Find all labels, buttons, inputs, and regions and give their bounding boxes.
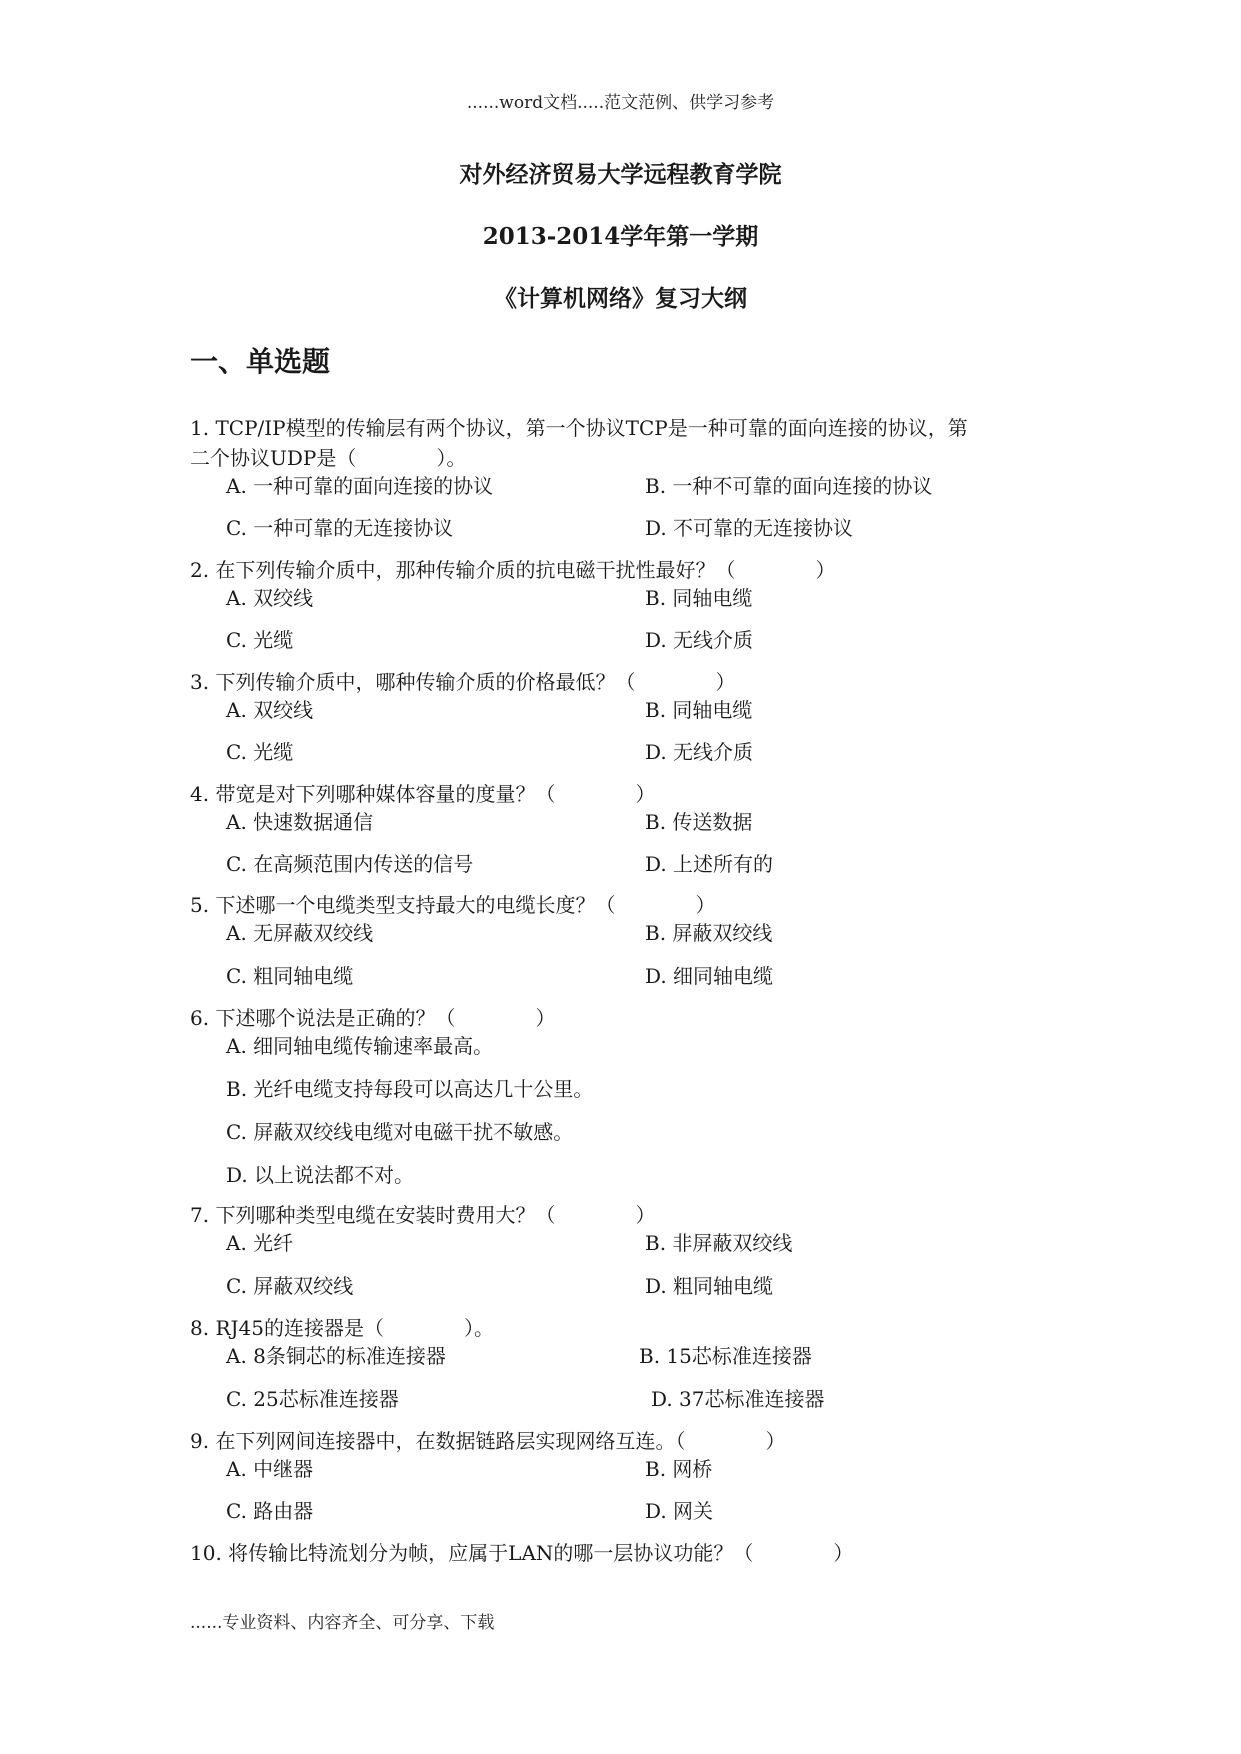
answer-option: A. 8条铜芯的标准连接器 [226, 1344, 446, 1368]
answer-option: B. 非屏蔽双绞线 [645, 1231, 793, 1255]
term-title: 2013-2014学年第一学期 [482, 223, 759, 250]
answer-option: A. 一种可靠的面向连接的协议 [226, 474, 494, 498]
answer-option: C. 路由器 [226, 1499, 314, 1523]
answer-option: B. 网桥 [645, 1457, 713, 1481]
page-footer: ......专业资料、内容齐全、可分享、下载 [190, 1613, 495, 1633]
answer-option: D. 无线介质 [645, 628, 754, 652]
answer-option: B. 同轴电缆 [645, 586, 753, 610]
question-stem: 9. 在下列网间连接器中，在数据链路层实现网络互连。（ ） [190, 1429, 786, 1453]
answer-option: C. 一种可靠的无连接协议 [226, 516, 454, 540]
school-title: 对外经济贸易大学远程教育学院 [459, 161, 782, 188]
answer-option: C. 光缆 [226, 628, 294, 652]
answer-option: A. 细同轴电缆传输速率最高。 [226, 1034, 494, 1058]
answer-option: C. 在高频范围内传送的信号 [226, 852, 474, 876]
page-header: ......word文档.....范文范例、供学习参考 [466, 93, 775, 113]
question-stem: 8. RJ45的连接器是（ ）。 [190, 1316, 494, 1340]
answer-option: B. 屏蔽双绞线 [645, 921, 773, 945]
answer-option: B. 15芯标准连接器 [639, 1344, 812, 1368]
question-stem: 10. 将传输比特流划分为帧，应属于LAN的哪一层协议功能？（ ） [190, 1541, 854, 1565]
answer-option: A. 双绞线 [226, 698, 314, 722]
answer-option: B. 一种不可靠的面向连接的协议 [645, 474, 933, 498]
answer-option: D. 无线介质 [645, 740, 754, 764]
question-stem: 5. 下述哪一个电缆类型支持最大的电缆长度？（ ） [190, 893, 716, 917]
answer-option: A. 光纤 [226, 1231, 294, 1255]
question-stem: 二个协议UDP是（ ）。 [190, 446, 467, 470]
question-stem: 2. 在下列传输介质中，那种传输介质的抗电磁干扰性最好？（ ） [190, 558, 836, 582]
answer-option: D. 不可靠的无连接协议 [645, 516, 854, 540]
answer-option: B. 同轴电缆 [645, 698, 753, 722]
answer-option: D. 粗同轴电缆 [645, 1274, 774, 1298]
course-title: 《计算机网络》复习大纲 [494, 285, 747, 312]
question-stem: 6. 下述哪个说法是正确的？（ ） [190, 1006, 556, 1030]
answer-option: D. 上述所有的 [645, 852, 774, 876]
answer-option: A. 快速数据通信 [226, 810, 374, 834]
question-stem: 7. 下列哪种类型电缆在安装时费用大？（ ） [190, 1203, 656, 1227]
answer-option: A. 无屏蔽双绞线 [226, 921, 374, 945]
answer-option: D. 细同轴电缆 [645, 964, 774, 988]
answer-option: C. 屏蔽双绞线电缆对电磁干扰不敏感。 [226, 1120, 574, 1144]
answer-option: D. 网关 [645, 1499, 714, 1523]
answer-option: B. 传送数据 [645, 810, 753, 834]
answer-option: C. 光缆 [226, 740, 294, 764]
answer-option: A. 双绞线 [226, 586, 314, 610]
answer-option: B. 光纤电缆支持每段可以高达几十公里。 [226, 1077, 594, 1101]
answer-option: D. 37芯标准连接器 [651, 1387, 825, 1411]
question-stem: 1. TCP/IP模型的传输层有两个协议，第一个协议TCP是一种可靠的面向连接的协议，第 [190, 416, 968, 440]
question-stem: 3. 下列传输介质中，哪种传输介质的价格最低？（ ） [190, 670, 736, 694]
answer-option: C. 25芯标准连接器 [226, 1387, 399, 1411]
answer-option: C. 屏蔽双绞线 [226, 1274, 354, 1298]
question-stem: 4. 带宽是对下列哪种媒体容量的度量？（ ） [190, 782, 656, 806]
section-heading: 一、单选题 [190, 345, 331, 378]
answer-option: A. 中继器 [226, 1457, 314, 1481]
answer-option: C. 粗同轴电缆 [226, 964, 354, 988]
answer-option: D. 以上说法都不对。 [226, 1163, 415, 1187]
